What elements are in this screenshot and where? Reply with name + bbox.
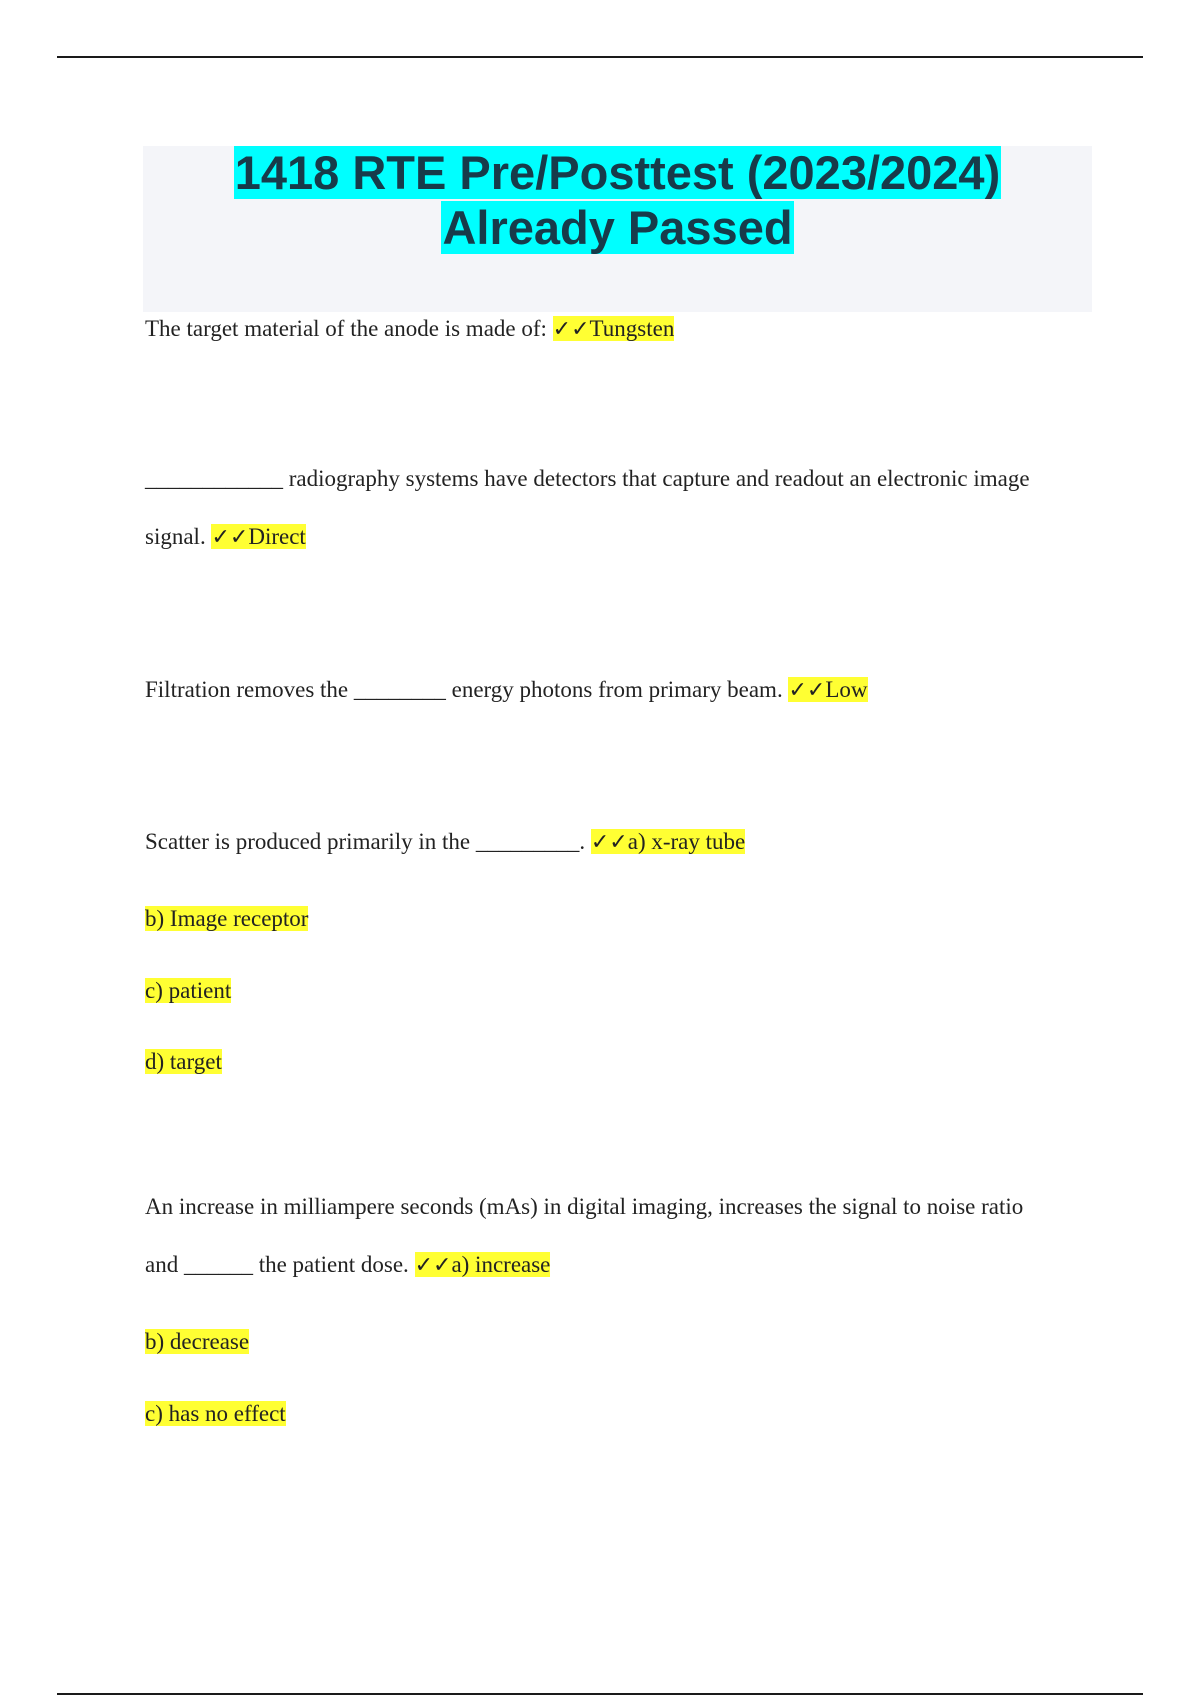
question-5-text-line-1: An increase in milliampere seconds (mAs) in digital imaging, increases the signal to noise ratio (145, 1194, 1024, 1219)
question-5-answer: ✓✓a) increase (414, 1252, 551, 1278)
question-2-answer: ✓✓Direct (211, 524, 306, 550)
question-2-text-line-2: signal. ✓✓Direct (145, 524, 306, 550)
question-3-answer: ✓✓Low (788, 677, 868, 703)
document-title-line-1: 1418 RTE Pre/Posttest (2023/2024) (234, 146, 1001, 199)
question-5-text-line-2: and ______ the patient dose. ✓✓a) increase (145, 1252, 551, 1278)
question-4-text: Scatter is produced primarily in the _________. ✓✓a) x-ray tube (145, 829, 746, 855)
checkmark-icon: ✓✓ (211, 525, 249, 550)
question-4-option-d: d) target (145, 1049, 222, 1074)
footer-rule (57, 1693, 1143, 1695)
question-4-option-c: c) patient (145, 978, 232, 1003)
checkmark-icon: ✓✓ (788, 678, 826, 703)
checkmark-icon: ✓✓ (414, 1253, 452, 1278)
title-banner (143, 146, 1092, 312)
question-3-text: Filtration removes the ________ energy photons from primary beam. ✓✓Low (145, 677, 868, 703)
question-1-text: The target material of the anode is made of: ✓✓Tungsten (145, 316, 675, 342)
question-4-answer: ✓✓a) x-ray tube (590, 829, 746, 855)
question-1-answer: ✓✓Tungsten (552, 316, 675, 342)
document-title-line-2: Already Passed (442, 201, 793, 254)
question-5-option-c: c) has no effect (145, 1401, 286, 1426)
question-2-text-line-1: ____________ radiography systems have detectors that capture and readout an electronic image (145, 466, 1030, 491)
question-4-option-b: b) Image receptor (145, 906, 309, 931)
header-rule (57, 56, 1143, 58)
question-5-option-b: b) decrease (145, 1329, 250, 1354)
checkmark-icon: ✓✓ (590, 830, 628, 855)
checkmark-icon: ✓✓ (552, 317, 590, 342)
